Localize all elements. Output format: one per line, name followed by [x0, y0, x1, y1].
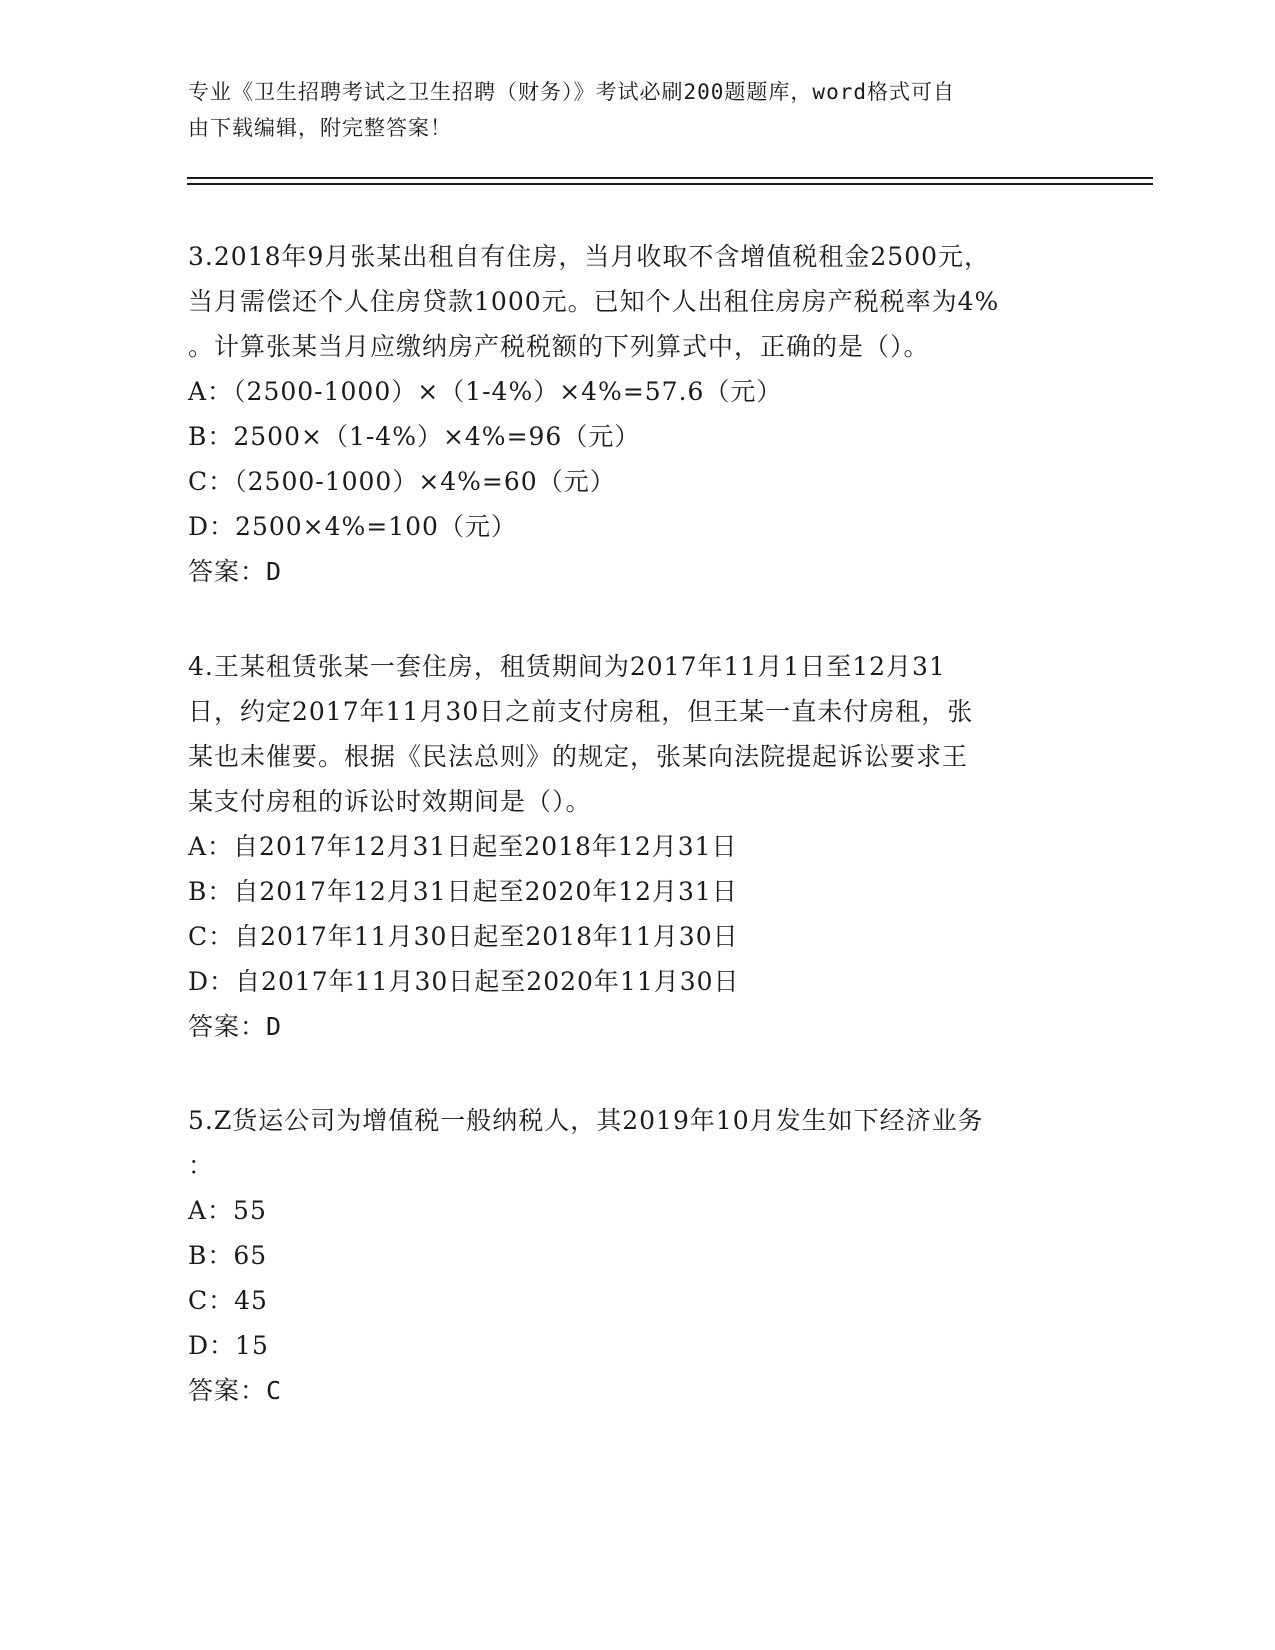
answer: 答案：C: [188, 1376, 283, 1405]
option-a: A：自2017年12月31日起至2018年12月31日: [188, 832, 738, 861]
option-b: B：2500×（1-4%）×4%=96（元）: [188, 422, 641, 451]
option-c: C：（2500-1000）×4%=60（元）: [188, 467, 616, 496]
option-b: B：自2017年12月31日起至2020年12月31日: [188, 877, 738, 906]
question-stem-line: 某支付房租的诉讼时效期间是（）。: [188, 787, 592, 816]
question-stem-line: 日，约定2017年11月30日之前支付房租，但王某一直未付房租，张: [188, 697, 974, 726]
option-a: A：（2500-1000）×（1-4%）×4%=57.6（元）: [188, 377, 783, 406]
question-stem-line: 当月需偿还个人住房贷款1000元。已知个人出租住房房产税税率为4%: [188, 287, 1000, 316]
question-3: [188, 234, 1088, 594]
option-a: A：55: [188, 1196, 267, 1225]
question-5: [188, 1098, 1088, 1413]
option-d: D：15: [188, 1331, 269, 1360]
option-c: C：自2017年11月30日起至2018年11月30日: [188, 922, 739, 951]
answer: 答案：D: [188, 557, 283, 586]
header-divider-top: [187, 177, 1153, 179]
header-divider-bottom: [187, 183, 1153, 185]
document-header: [188, 74, 1068, 146]
option-d: D：自2017年11月30日起至2020年11月30日: [188, 967, 740, 996]
answer: 答案：D: [188, 1012, 283, 1041]
question-stem-line: 5.Z货运公司为增值税一般纳税人，其2019年10月发生如下经济业务: [188, 1106, 984, 1135]
header-line-1: 专业《卫生招聘考试之卫生招聘（财务）》考试必刷200题题库，word格式可自: [188, 80, 955, 104]
question-stem-line: 。计算张某当月应缴纳房产税税额的下列算式中，正确的是（）。: [188, 332, 930, 361]
question-4: [188, 644, 1088, 1049]
option-b: B：65: [188, 1241, 268, 1270]
question-stem-line: ：: [188, 1151, 215, 1180]
header-line-2: 由下载编辑，附完整答案！: [188, 116, 452, 140]
question-stem-line: 某也未催要。根据《民法总则》的规定，张某向法院提起诉讼要求王: [188, 742, 969, 771]
option-d: D：2500×4%=100（元）: [188, 512, 517, 541]
option-c: C：45: [188, 1286, 268, 1315]
question-stem-line: 4.王某租赁张某一套住房，租赁期间为2017年11月1日至12月31: [188, 652, 946, 681]
question-stem-line: 3.2018年9月张某出租自有住房，当月收取不含增值税租金2500元，: [188, 242, 991, 271]
